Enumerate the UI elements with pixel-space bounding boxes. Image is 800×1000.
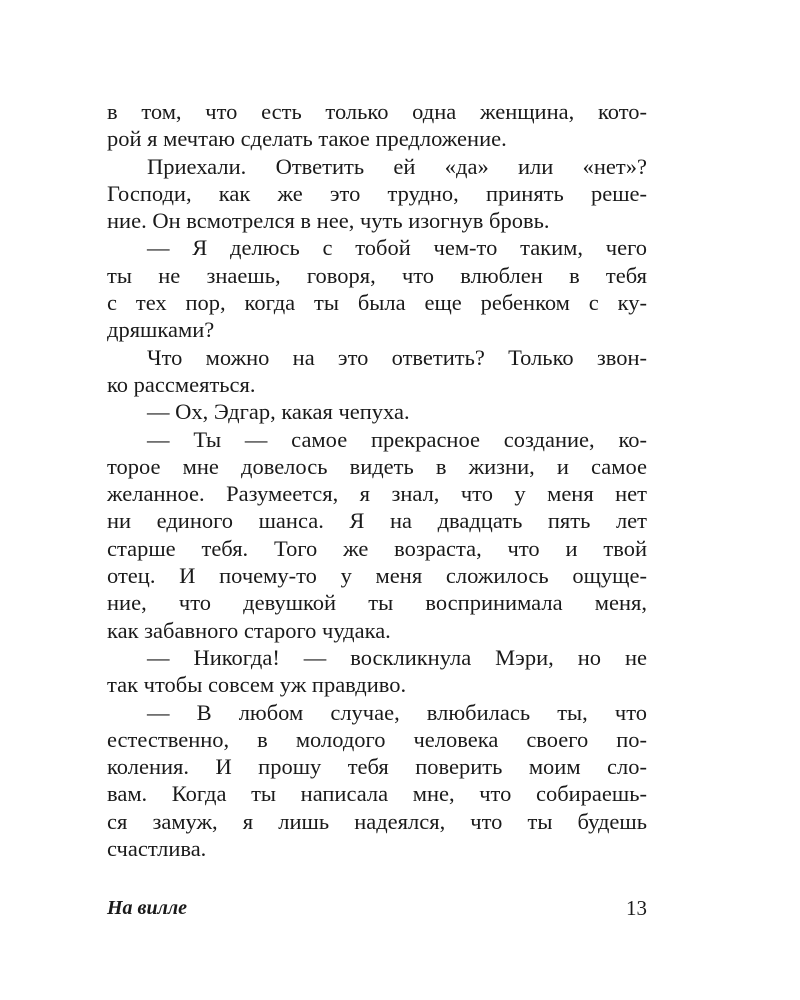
text-line: так чтобы совсем уж правдиво. (107, 672, 407, 698)
text-line: — Ты — самое прекрасное создание, ко- (147, 426, 647, 452)
text-line: Приехали. Ответить ей «да» или «нет»? (147, 153, 647, 179)
text-line: как забавного старого чудака. (107, 617, 391, 643)
text-line: — Я делюсь с тобой чем-то таким, чего (147, 235, 647, 261)
text-line: коления. И прошу тебя поверить моим сло- (107, 754, 647, 780)
text-line: ты не знаешь, говоря, что влюблен в тебя (107, 262, 647, 288)
text-line: Господи, как же это трудно, принять реше- (107, 180, 647, 206)
text-line: вам. Когда ты написала мне, что собираешь- (107, 781, 647, 807)
text-line: — Ох, Эдгар, какая чепуха. (147, 399, 410, 425)
text-line: дряшками? (107, 317, 215, 343)
text-line: — Никогда! — воскликнула Мэри, но не (147, 644, 647, 670)
text-line: ся замуж, я лишь надеялся, что ты будешь (107, 808, 647, 834)
text-line: ко рассмеяться. (107, 371, 256, 397)
running-title: На вилле (107, 897, 188, 919)
text-line: отец. И почему-то у меня сложилось ощуще- (107, 563, 647, 589)
text-line: старше тебя. Того же возраста, что и твой (107, 535, 647, 561)
text-line: ние, что девушкой ты воспринимала меня, (107, 590, 647, 616)
text-line: торое мне довелось видеть в жизни, и самое (107, 453, 647, 479)
page-footer (107, 893, 647, 923)
text-line: Что можно на это ответить? Только звон- (147, 344, 647, 370)
text-line: в том, что есть только одна женщина, кото- (107, 99, 647, 124)
text-line: желанное. Разумеется, я знал, что у меня нет (107, 481, 647, 507)
text-line: с тех пор, когда ты была еще ребенком с ку- (107, 290, 647, 316)
page-text-block (107, 98, 647, 862)
text-line: естественно, в молодого человека своего по- (107, 726, 647, 752)
text-line: рой я мечтаю сделать такое предложение. (107, 126, 507, 152)
page-number: 13 (626, 896, 647, 920)
text-line: счастлива. (107, 836, 207, 862)
text-line: — В любом случае, влюбилась ты, что (147, 699, 647, 725)
text-line: ние. Он всмотрелся в нее, чуть изогнув бровь. (107, 208, 550, 234)
text-line: ни единого шанса. Я на двадцать пять лет (107, 508, 647, 534)
